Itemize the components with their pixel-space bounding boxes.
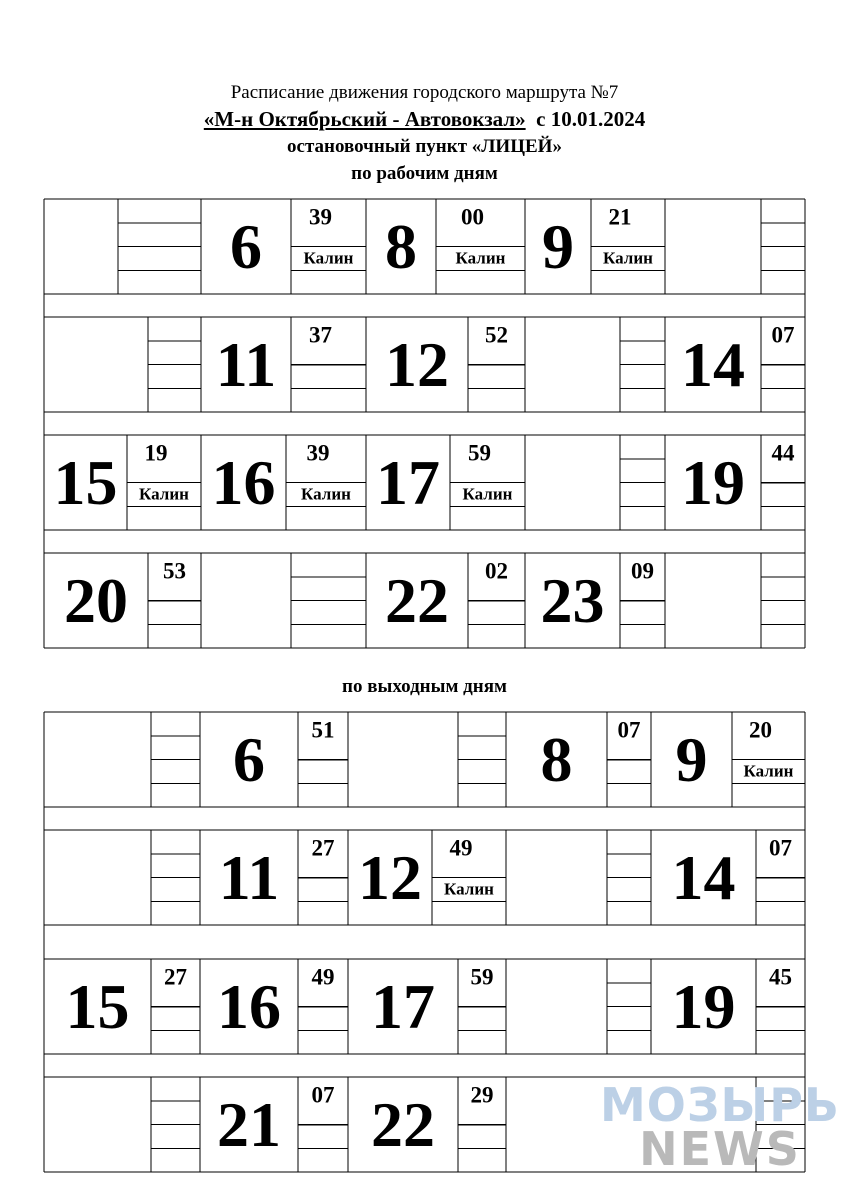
minute-label: 00 — [461, 204, 484, 230]
hour-label: 14 — [671, 841, 736, 913]
hour-label: 9 — [675, 723, 708, 795]
minute-label: 49 — [311, 964, 335, 990]
minute-label: 09 — [631, 558, 654, 584]
hour-label: 17 — [371, 970, 435, 1042]
minute-label: 52 — [485, 322, 508, 348]
minute-label: 45 — [769, 964, 792, 990]
route-name: «М-н Октябрьский - Автовокзал» — [203, 107, 526, 131]
weekdays-label: по рабочим дням — [351, 163, 498, 184]
hour-label: 19 — [681, 446, 745, 518]
minute-label: 27 — [164, 964, 187, 990]
hour-label: 6 — [233, 723, 265, 795]
minute-label: 51 — [311, 717, 335, 743]
bus-note: Калин — [455, 248, 506, 268]
minute-label: 39 — [306, 440, 330, 466]
hour-label: 16 — [217, 970, 281, 1042]
hour-label: 11 — [218, 841, 280, 913]
bus-note: Калин — [139, 484, 189, 504]
minute-label: 19 — [144, 440, 168, 466]
hour-label: 15 — [65, 970, 130, 1042]
bus-note: Калин — [301, 484, 351, 504]
bus-note: Калин — [303, 248, 354, 268]
schedule-heading: Расписание движения городского маршрута №7 — [230, 82, 619, 103]
hour-label: 14 — [681, 328, 745, 400]
bus-note: Калин — [603, 248, 653, 268]
minute-label: 44 — [771, 440, 795, 466]
hour-label: 23 — [540, 564, 605, 636]
minute-label: 20 — [749, 717, 772, 743]
bus-note: Калин — [444, 879, 494, 899]
hour-label: 21 — [217, 1088, 281, 1160]
hour-label: 12 — [385, 328, 449, 400]
hour-label: 22 — [385, 564, 449, 636]
hour-label: 6 — [230, 210, 262, 282]
hour-label: 11 — [215, 328, 277, 400]
minute-label: 21 — [608, 204, 632, 230]
hour-label: 8 — [385, 210, 417, 282]
minute-label: 27 — [311, 835, 335, 861]
minute-label: 37 — [309, 322, 332, 348]
minute-label: 39 — [309, 204, 332, 230]
hour-label: 8 — [540, 723, 573, 795]
stop-name: остановочный пункт «ЛИЦЕЙ» — [287, 136, 562, 157]
hour-label: 9 — [542, 210, 574, 282]
hour-label: 12 — [358, 841, 422, 913]
bus-note: Калин — [462, 484, 513, 504]
minute-label: 59 — [470, 964, 494, 990]
minute-label: 29 — [470, 1082, 494, 1108]
hour-label: 15 — [53, 446, 118, 518]
watermark-line1: МОЗЫРЬ — [600, 1078, 840, 1132]
minute-label: 07 — [771, 322, 795, 348]
bus-note: Калин — [743, 761, 794, 781]
minute-label: 59 — [468, 440, 491, 466]
hour-label: 20 — [64, 564, 128, 636]
weekend-label: по выходным дням — [342, 676, 507, 697]
minute-label: 49 — [449, 835, 473, 861]
minute-label: 07 — [769, 835, 792, 861]
hour-label: 17 — [376, 446, 440, 518]
minute-label: 07 — [311, 1082, 335, 1108]
minute-label: 07 — [617, 717, 641, 743]
minute-label: 53 — [163, 558, 186, 584]
hour-label: 22 — [371, 1088, 435, 1160]
hour-label: 16 — [211, 446, 276, 518]
hour-label: 19 — [671, 970, 736, 1042]
watermark-line2: NEWS — [639, 1122, 801, 1176]
effective-date: с 10.01.2024 — [536, 107, 646, 131]
minute-label: 02 — [485, 558, 508, 584]
